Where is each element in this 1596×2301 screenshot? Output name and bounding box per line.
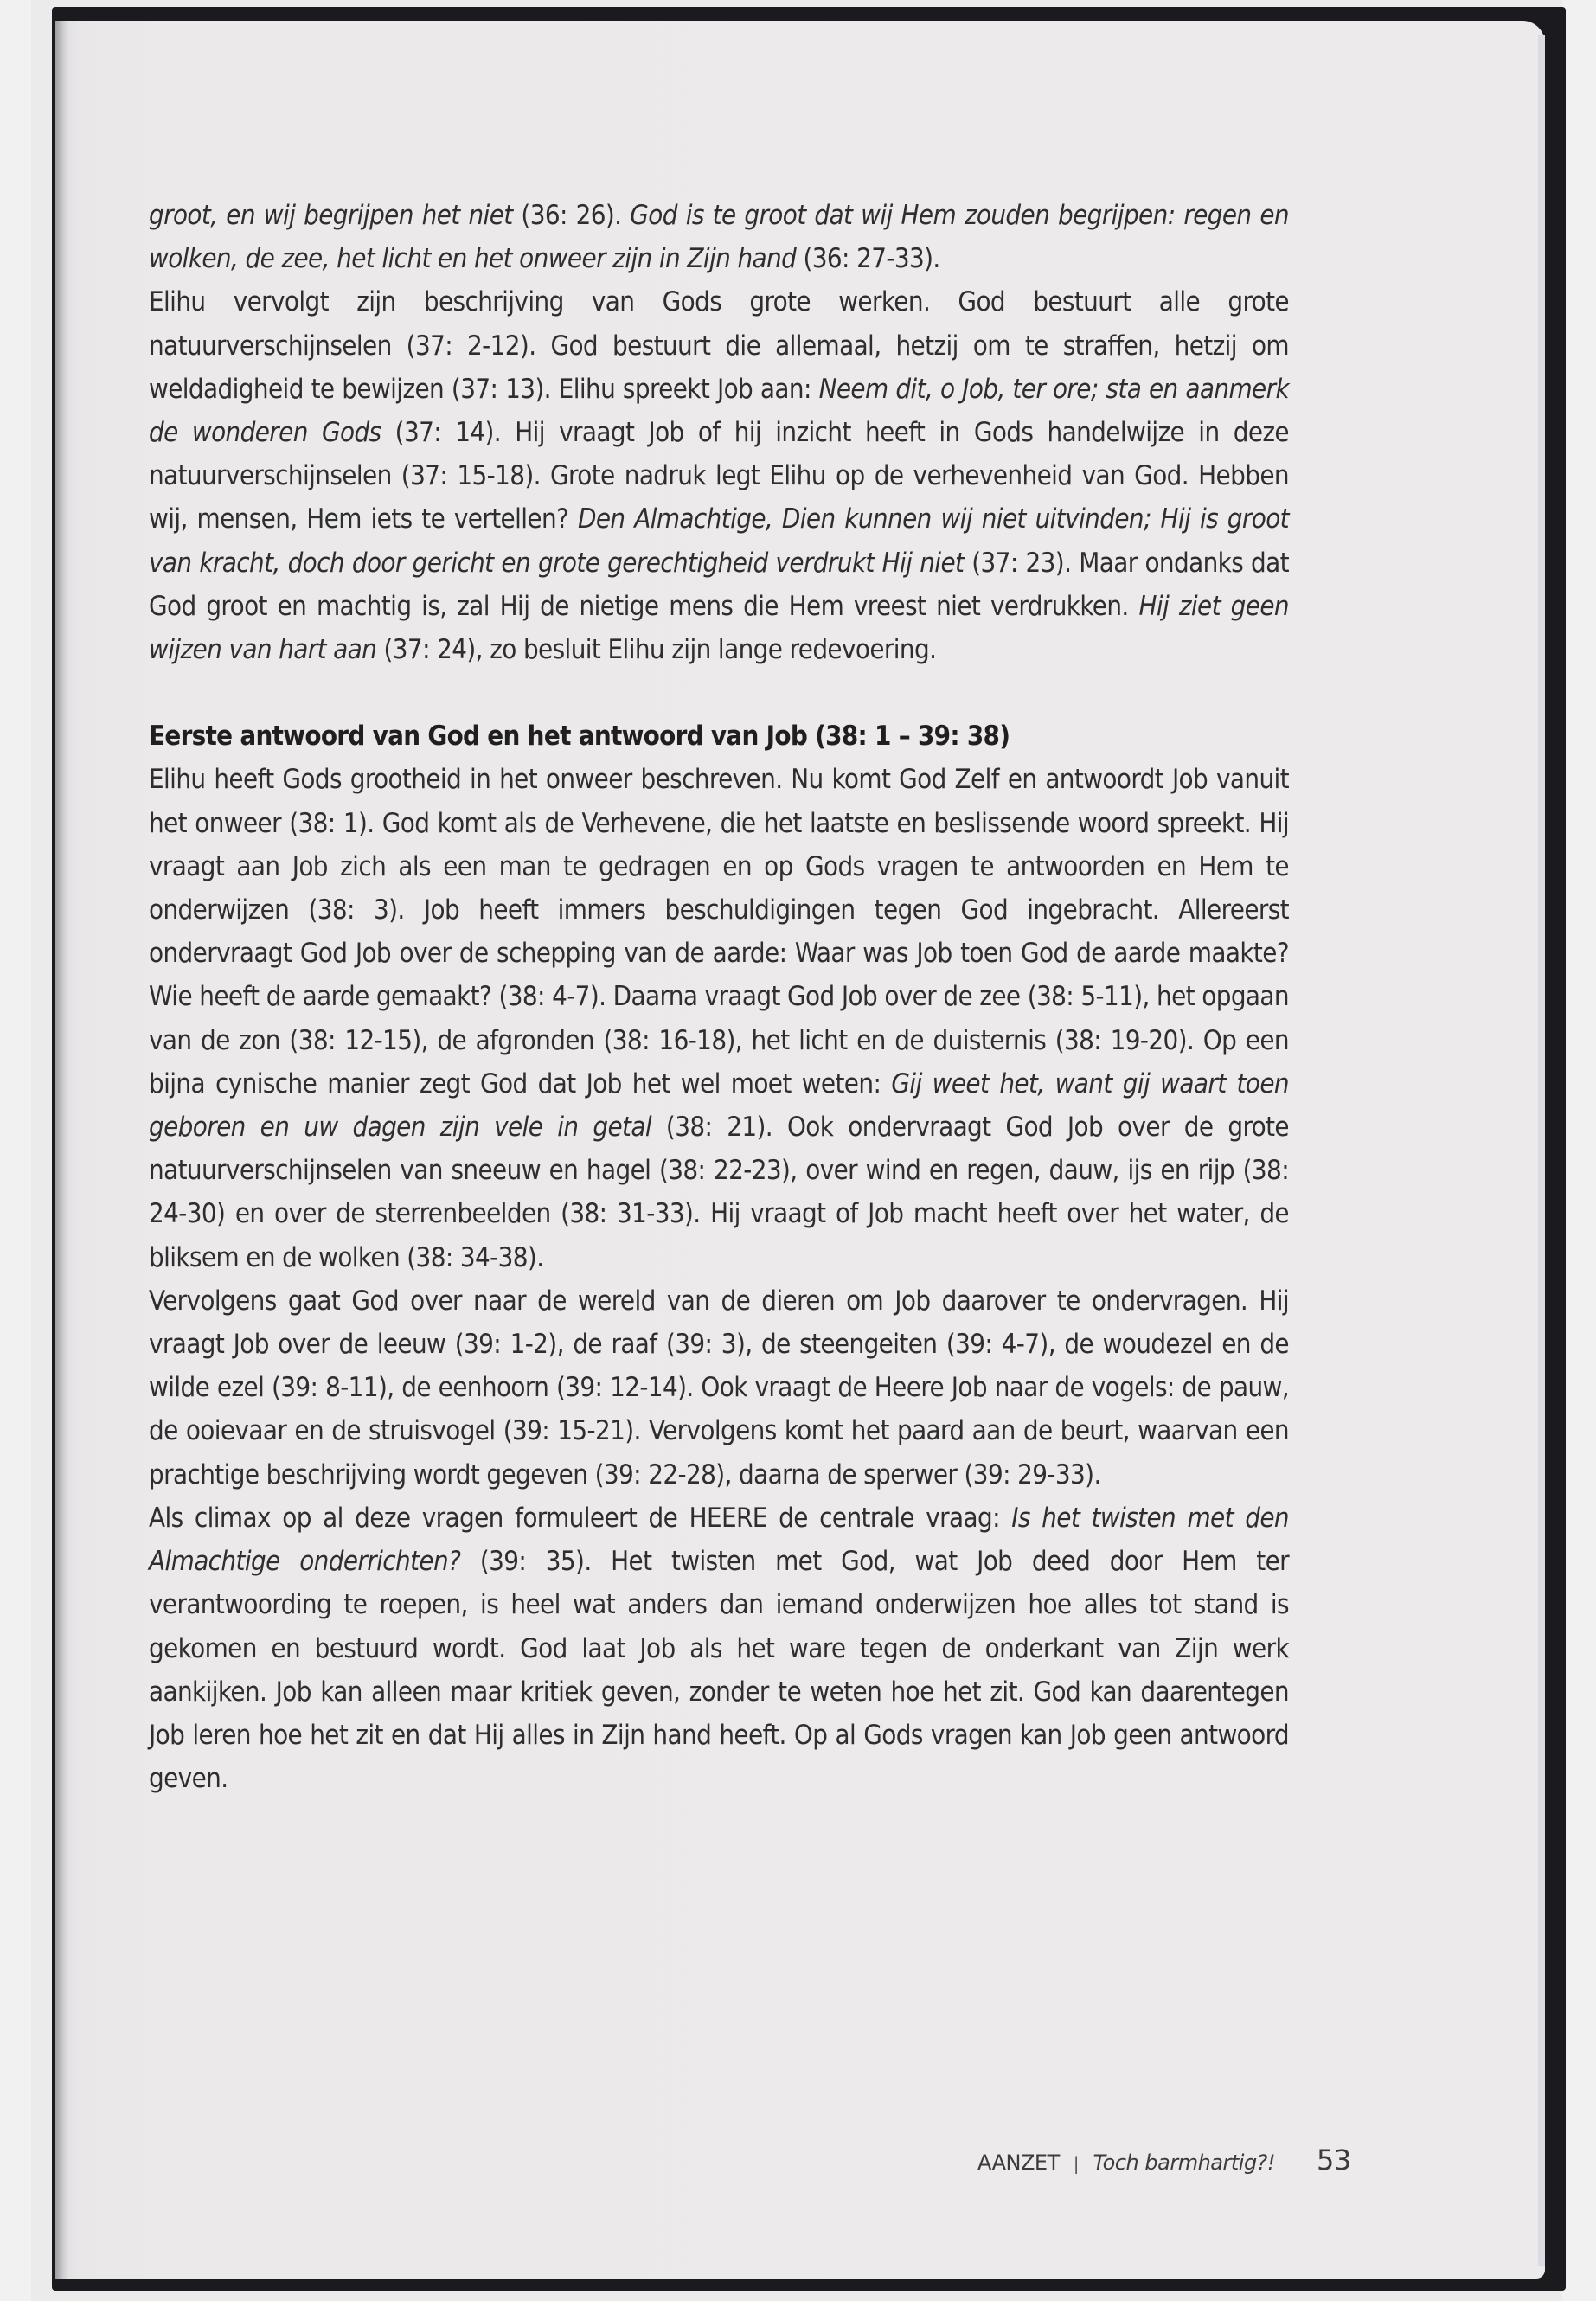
italic-quote: Hij ziet geen wijzen van hart aan <box>149 590 1289 666</box>
text-run: (36: 26). <box>512 200 631 231</box>
paragraph <box>149 280 1289 671</box>
page-fore-edge <box>1538 35 1545 2266</box>
text-run: Als climax op al deze vragen formuleert de HEERE de centrale vraag: <box>149 1502 1012 1534</box>
paragraph <box>149 1497 1289 1800</box>
book-title: Toch barmhartig?! <box>1093 2150 1276 2175</box>
text-run: (38: 21). Ook ondervraagt God Job over de grote natuurverschijnselen van sneeuw en hagel (38: 22-23), over wind en regen, dauw, ijs en rijp (38: 24-30) en over de sterrenbeelden (38: 31-33). Hij vraagt of Job macht heeft over het water, de bliksem en de wolken (38: 34-38). <box>149 1112 1289 1273</box>
text-run: (39: 35). Het twisten met God, wat Job deed door Hem ter verantwoording te roepen, is heel wat anders dan iemand onderwijzen hoe alles tot stand is gekomen en bestuurd wordt. God laat Job als het ware tegen de onderkant van Zijn werk aankijken. Job kan alleen maar kritiek geven, zonder te weten hoe het zit. God kan daarentegen Job leren hoe het zit en dat Hij alles in Zijn hand heeft. Op al Gods vragen kan Job geen antwoord geven. <box>149 1546 1289 1795</box>
text-run: Elihu heeft Gods grootheid in het onweer beschreven. Nu komt God Zelf en antwoordt Job vanuit het onweer (38: 1). God komt als de Verhevene, die het laatste en beslissende woord spreekt. Hij vraagt aan Job zich als een man te gedragen en op Gods vragen te antwoorden en Hem te onderwijzen (38: 3). Job heeft immers beschuldigingen tegen God ingebracht. Allereerst ondervraagt God Job over de schepping van de aarde: Waar was Job toen God de aarde maakte? Wie heeft de aarde gemaakt? (38: 4-7). Daarna vraagt God Job over de zee (38: 5-11), het opgaan van de zon (38: 12-15), de afgronden (38: 16-18), het licht en de duisternis (38: 19-20). Op een bijna cynische manier zegt God dat Job het wel moet weten: <box>149 764 1289 1099</box>
page-gutter-edge <box>55 21 69 2279</box>
italic-quote: Neem dit, o Job, ter ore; sta en aanmerk de wonderen Gods <box>149 373 1289 449</box>
series-name: AANZET <box>977 2150 1060 2175</box>
italic-quote: Gij weet het, want gij waart toen geboren en uw dagen zijn vele in getal <box>149 1067 1289 1144</box>
text-run: (36: 27-33). <box>796 243 940 275</box>
page-body <box>149 194 1289 1800</box>
italic-quote: God is te groot dat wij Hem zouden begrijpen: regen en wolken, de zee, het licht en het onweer zijn in Zijn hand <box>149 200 1289 275</box>
text-run: (37: 23). Maar ondanks dat God groot en machtig is, zal Hij de nietige mens die Hem vreest niet verdrukken. <box>149 547 1289 622</box>
page-number: 53 <box>1317 2144 1351 2176</box>
text-run: Vervolgens gaat God over naar de wereld van de dieren om Job daarover te ondervragen. Hij vraagt Job over de leeuw (39: 1-2), de raaf (39: 3), de steengeiten (39: 4-7), de woudezel en de wilde ezel (39: 8-11), de eenhoorn (39: 12-14). Ook vraagt de Heere Job naar de vogels: de pauw, de ooievaar en de struisvogel (39: 15-21). Vervolgens komt het paard aan de beurt, waarvan een prachtige beschrijving wordt gegeven (39: 22-28), daarna de sperwer (39: 29-33). <box>149 1285 1289 1490</box>
italic-quote: Is het twisten met den Almachtige onderrichten? <box>149 1502 1290 1578</box>
italic-quote: groot, en wij begrijpen het niet <box>149 200 513 231</box>
italic-quote: Den Almachtige, Dien kunnen wij niet uitvinden; Hij is groot van kracht, doch door gericht en grote gerechtigheid verdrukt Hij niet <box>149 503 1289 579</box>
text-run: Elihu vervolgt zijn beschrijving van Gods grote werken. God bestuurt alle grote natuurverschijnselen (37: 2-12). God bestuurt die allemaal, hetzij om te straffen, hetzij om weldadigheid te bewijzen (37: 13). Elihu spreekt Job aan: <box>149 286 1289 405</box>
paragraph <box>149 1279 1289 1497</box>
section-heading: Eerste antwoord van God en het antwoord van Job (38: 1 – 39: 38) <box>149 721 1010 753</box>
running-footer <box>977 2144 1351 2176</box>
text-run: (37: 24), zo besluit Elihu zijn lange redevoering. <box>376 634 937 666</box>
footer-separator: | <box>1073 2153 1080 2174</box>
text-run: (37: 14). Hij vraagt Job of hij inzicht heeft in Gods handelwijze in deze natuurverschijnselen (37: 15-18). Grote nadruk legt Elihu op de verhevenheid van God. Hebben wij, mensen, Hem iets te vertellen? <box>149 417 1289 535</box>
paragraph <box>149 194 1289 280</box>
paragraph <box>149 758 1289 1279</box>
